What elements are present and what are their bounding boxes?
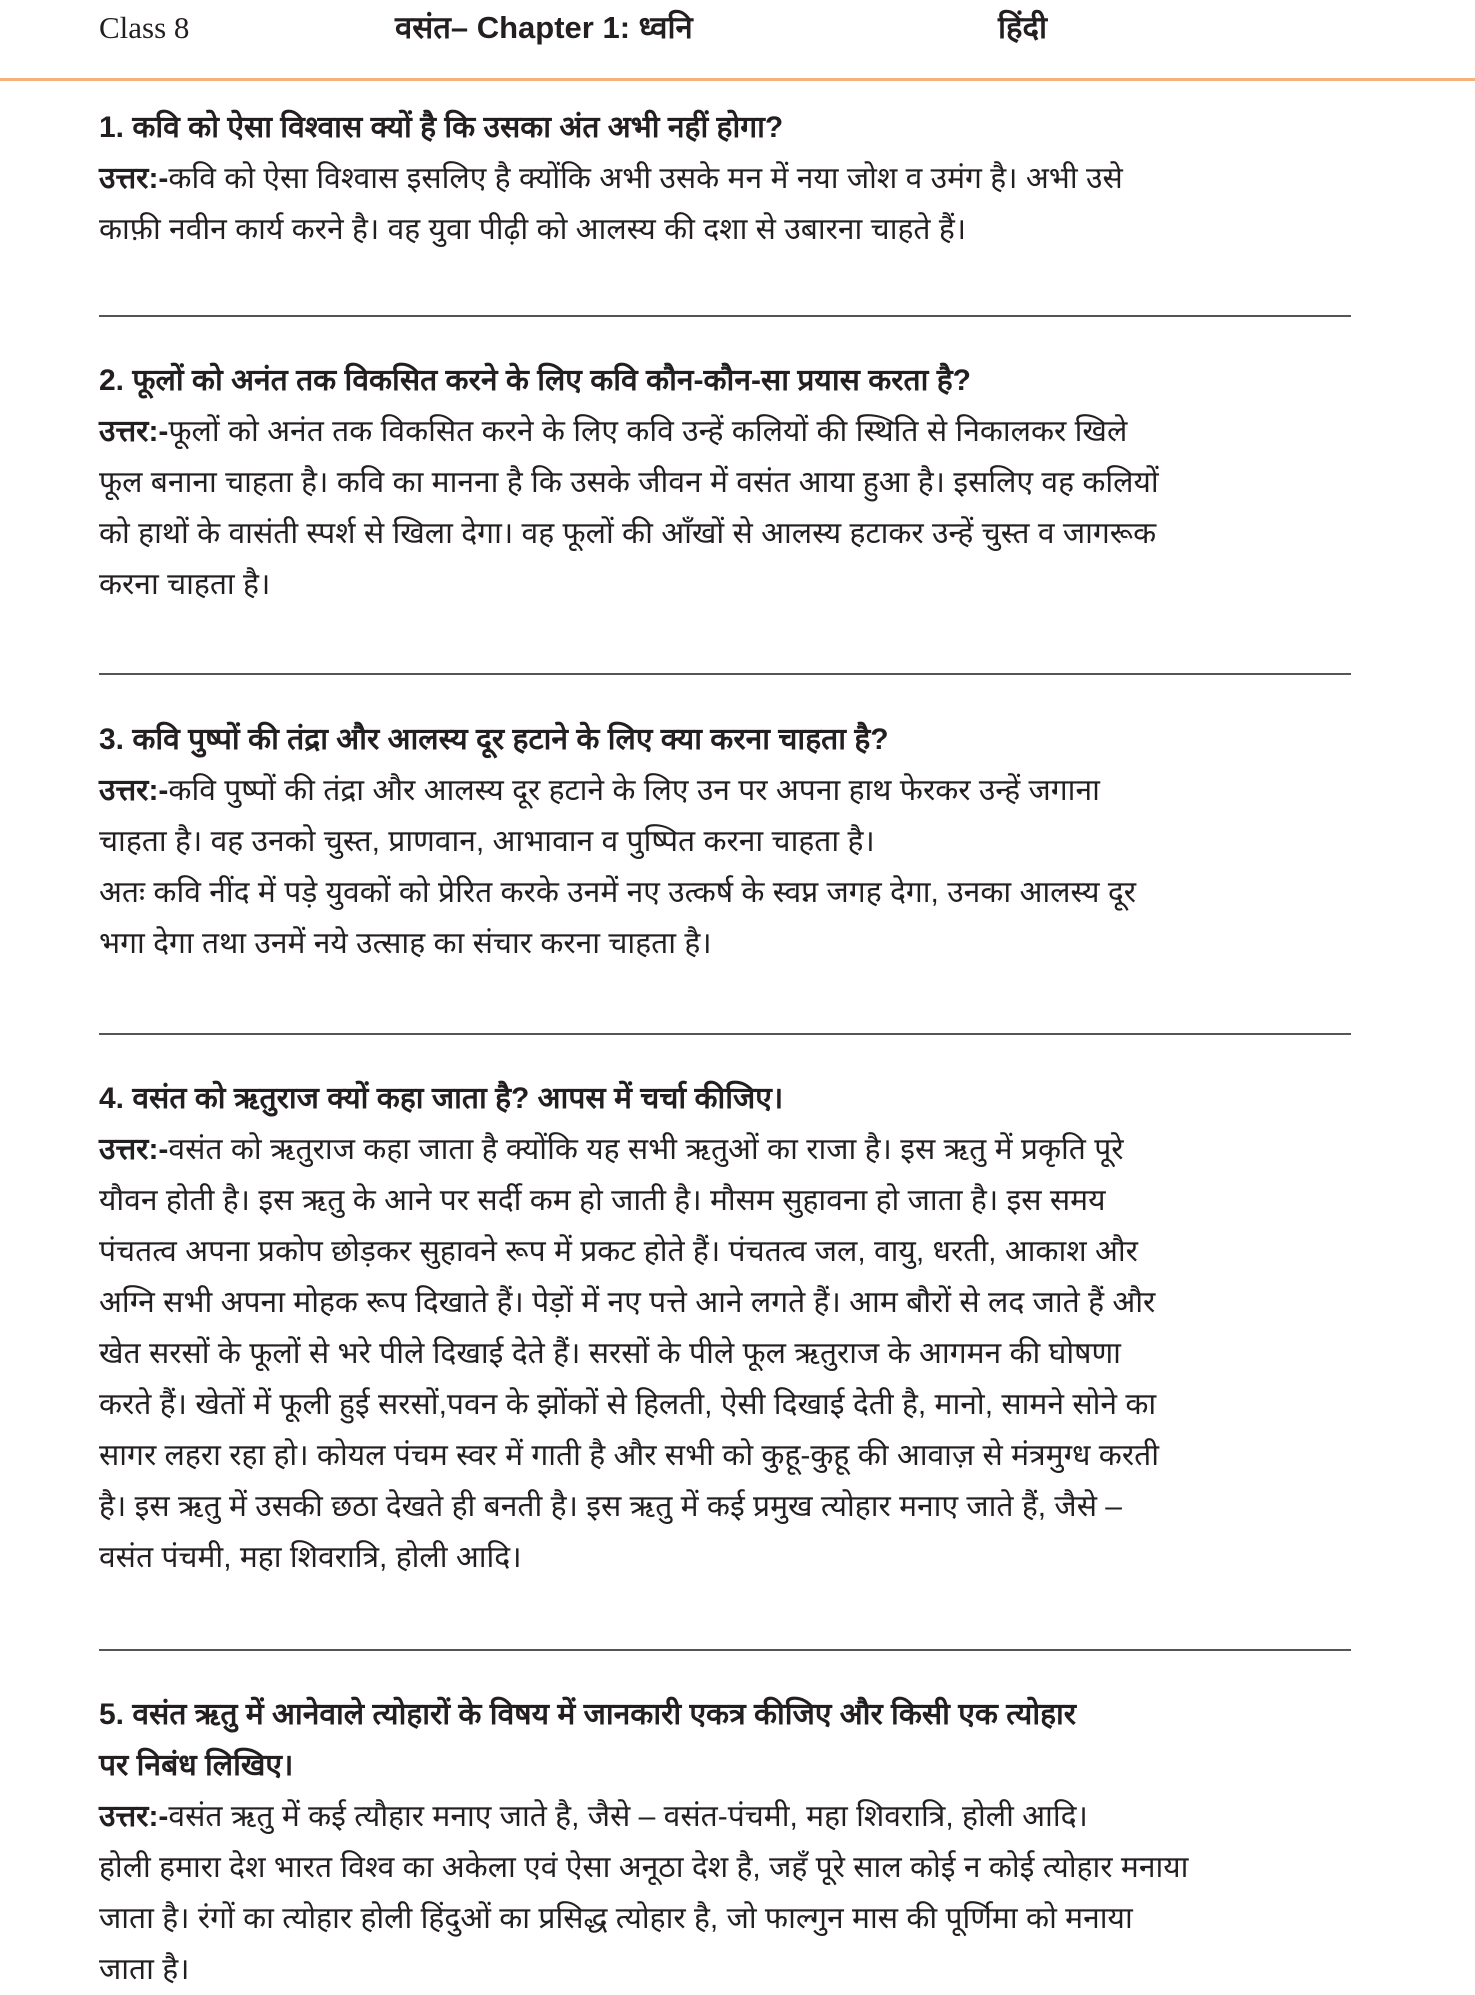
section-divider xyxy=(99,1649,1351,1651)
answer-text: वसंत को ऋतुराज कहा जाता है क्योंकि यह सभी ऋतुओं का राजा है। इस ऋतु में प्रकृति पूरे xyxy=(168,1133,1124,1166)
answer-text: वसंत पंचमी, महा शिवरात्रि, होली आदि। xyxy=(99,1541,522,1574)
answer-line xyxy=(99,559,1399,610)
answer-text: कवि को ऐसा विश्वास इसलिए है क्योंकि अभी उसके मन में नया जोश व उमंग है। अभी उसे xyxy=(168,162,1123,195)
section-divider xyxy=(99,1033,1351,1035)
header-divider xyxy=(0,78,1475,81)
answer-line xyxy=(99,1379,1399,1430)
answer-text: यौवन होती है। इस ऋतु के आने पर सर्दी कम हो जाती है। मौसम सुहावना हो जाता है। इस समय xyxy=(99,1184,1106,1217)
answer-text: कवि पुष्पों की तंद्रा और आलस्य दूर हटाने के लिए उन पर अपना हाथ फेरकर उन्हें जगाना xyxy=(168,774,1100,807)
answer-text: है। इस ऋतु में उसकी छठा देखते ही बनती है। इस ऋतु में कई प्रमुख त्योहार मनाए जाते हैं, जैसे – xyxy=(99,1490,1122,1523)
answer-label: उत्तर:- xyxy=(99,1133,169,1166)
question-text: 2. फूलों को अनंत तक विकसित करने के लिए कवि कौन-कौन-सा प्रयास करता है? xyxy=(99,364,971,397)
answer-line xyxy=(99,765,1399,816)
answer-line xyxy=(99,406,1399,457)
answer-line xyxy=(99,1893,1399,1944)
answer-text: सागर लहरा रहा हो। कोयल पंचम स्वर में गाती है और सभी को कुहू-कुहू की आवाज़ से मंत्रमुग्ध करती xyxy=(99,1439,1159,1472)
answer-line xyxy=(99,1226,1399,1277)
answer-text: वसंत ऋतु में कई त्यौहार मनाए जाते है, जैसे – वसंत-पंचमी, महा शिवरात्रि, होली आदि। xyxy=(168,1800,1088,1833)
answer-text: को हाथों के वासंती स्पर्श से खिला देगा। वह फूलों की आँखों से आलस्य हटाकर उन्हें चुस्त व जागरूक xyxy=(99,517,1157,550)
answer-line xyxy=(99,1175,1399,1226)
answer-line xyxy=(99,457,1399,508)
answer-line xyxy=(99,508,1399,559)
answer-text: भगा देगा तथा उनमें नये उत्साह का संचार करना चाहता है। xyxy=(99,927,712,960)
answer-text: जाता है। रंगों का त्योहार होली हिंदुओं का प्रसिद्ध त्योहार है, जो फाल्गुन मास की पूर्णिमा को मनाया xyxy=(99,1902,1133,1935)
answer-text: फूल बनाना चाहता है। कवि का मानना है कि उसके जीवन में वसंत आया हुआ है। इसलिए वह कलियों xyxy=(99,466,1159,499)
answer-line xyxy=(99,1481,1399,1532)
class-label: Class 8 xyxy=(99,10,190,45)
answer-text: अतः कवि नींद में पड़े युवकों को प्रेरित करके उनमें नए उत्कर्ष के स्वप्न जगह देगा, उनका आलस्य दूर xyxy=(99,876,1137,909)
question-block xyxy=(99,1689,1399,1995)
answer-line xyxy=(99,1430,1399,1481)
answer-line xyxy=(99,1532,1399,1583)
question-text: 1. कवि को ऐसा विश्वास क्यों है कि उसका अंत अभी नहीं होगा? xyxy=(99,111,784,144)
question-text: 3. कवि पुष्पों की तंद्रा और आलस्य दूर हटाने के लिए क्या करना चाहता है? xyxy=(99,723,889,756)
question-block xyxy=(99,714,1399,969)
answer-text: करना चाहता है। xyxy=(99,568,271,601)
answer-text: करते हैं। खेतों में फूली हुई सरसों,पवन के झोंकों से हिलती, ऐसी दिखाई देती है, मानो, सामने सोने का xyxy=(99,1388,1157,1421)
question-text: 5. वसंत ऋतु में आनेवाले त्योहारों के विषय में जानकारी एकत्र कीजिए और किसी एक त्योहार xyxy=(99,1698,1077,1731)
answer-text: पंचतत्व अपना प्रकोप छोड़कर सुहावने रूप में प्रकट होते हैं। पंचतत्व जल, वायु, धरती, आकाश और xyxy=(99,1235,1138,1268)
subject-label: हिंदी xyxy=(998,10,1047,45)
question-block xyxy=(99,1073,1399,1583)
answer-label: उत्तर:- xyxy=(99,774,169,807)
answer-line xyxy=(99,1277,1399,1328)
answer-text: फूलों को अनंत तक विकसित करने के लिए कवि उन्हें कलियों की स्थिति से निकालकर खिले xyxy=(168,415,1128,448)
answer-line xyxy=(99,867,1399,918)
answer-label: उत्तर:- xyxy=(99,415,169,448)
question-block xyxy=(99,355,1399,610)
question-block xyxy=(99,102,1399,255)
section-divider xyxy=(99,673,1351,675)
answer-text: काफ़ी नवीन कार्य करने है। वह युवा पीढ़ी को आलस्य की दशा से उबारना चाहते हैं। xyxy=(99,213,967,246)
question-text: 4. वसंत को ऋतुराज क्यों कहा जाता है? आपस में चर्चा कीजिए। xyxy=(99,1082,784,1115)
answer-line xyxy=(99,1328,1399,1379)
answer-text: खेत सरसों के फूलों से भरे पीले दिखाई देते हैं। सरसों के पीले फूल ऋतुराज के आगमन की घोषणा xyxy=(99,1337,1121,1370)
section-divider xyxy=(99,315,1351,317)
answer-text: जाता है। xyxy=(99,1953,190,1986)
answer-line xyxy=(99,918,1399,969)
chapter-title: वसंत– Chapter 1: ध्वनि xyxy=(395,10,693,45)
answer-label: उत्तर:- xyxy=(99,1800,169,1833)
answer-label: उत्तर:- xyxy=(99,162,169,195)
answer-line xyxy=(99,153,1399,204)
answer-text: होली हमारा देश भारत विश्व का अकेला एवं ऐसा अनूठा देश है, जहँ पूरे साल कोई न कोई त्योहार मनाया xyxy=(99,1851,1189,1884)
question-text: पर निबंध लिखिए। xyxy=(99,1749,294,1782)
answer-line xyxy=(99,204,1399,255)
answer-line xyxy=(99,1791,1399,1842)
answer-line xyxy=(99,816,1399,867)
answer-text: अग्नि सभी अपना मोहक रूप दिखाते हैं। पेड़ों में नए पत्ते आने लगते हैं। आम बौरों से लद जाते हैं और xyxy=(99,1286,1156,1319)
answer-line xyxy=(99,1842,1399,1893)
answer-line xyxy=(99,1124,1399,1175)
answer-line xyxy=(99,1944,1399,1995)
answer-text: चाहता है। वह उनको चुस्त, प्राणवान, आभावान व पुष्पित करना चाहता है। xyxy=(99,825,875,858)
